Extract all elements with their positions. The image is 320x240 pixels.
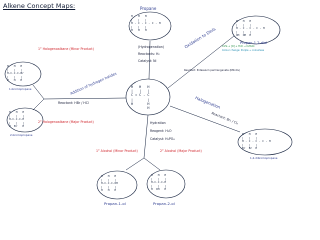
major-halogenoalkane-label: 2° Halogenoalkane (Major Product) [38,120,94,124]
oxidation-colour-change: Colour change: Purple → colourless [222,49,264,52]
oxidation-equation: C₃H₆ + [O] + H₂O → C₃H₈O₂ [222,45,255,48]
hydration-label: Hydration [150,121,166,125]
edge-hydrogen-halides [44,98,126,99]
bromopropane-1-formula: H H H | | | H-C-C-C-Br | | | H H H [7,64,24,82]
propane-name: Propane [140,6,157,11]
bromopropane-2-formula: H H H | | | H-C-C-C-H | | | H Br H [9,110,25,128]
hydrogenation-label: (Hydrogenation) [138,45,165,49]
propan-1-ol-formula: H H H | | | H-C-C-C-OH | | | H H H [101,174,118,193]
bromopropane-2-name: 2-bromopropane [10,133,33,137]
edge-hydration-branch-right [144,158,160,170]
edge-hydration [144,115,148,158]
hydrogen-halides-label: Addition of hydrogen halides [69,71,118,96]
hydrogenation-reactant: Reactants: H₂ [138,52,160,56]
propan-1-ol-name: Propan-1-ol [104,201,126,206]
oxidation-reactant: Reactant: Potassium permanganate (KMnO₄) [184,69,240,72]
minor-alcohol-label: 1° Alcohol (Minor Product) [96,149,138,153]
center-formula: H H H | | | C = C - C | | H H H [131,85,150,111]
minor-halogenoalkane-label: 1° Halogenoalkane (Minor Product) [38,47,94,51]
propan-12-diol-formula: H H H | | | H - C - C - C - H | | | OH OH H [236,19,265,38]
page-title: Alkene Concept Maps: [3,2,76,10]
edge-halides-branch-up [33,85,44,99]
major-alcohol-label: 2° Alcohol (Major Product) [160,149,202,153]
edge-hydration-branch-left [126,158,144,170]
hydration-reagent: Reagent: H₂O [150,129,172,133]
edge-halides-branch-down [33,99,44,110]
hydrogen-halides-reactant: Reactant: HBr / HCl [58,101,89,105]
edge-oxidation [168,36,234,88]
hydrogenation-catalyst: Catalyst: Ni [138,59,157,63]
dibromopropane-formula: H H H | | | H - C - C - C - H | | | Br Br H [242,132,271,151]
halogenation-label: Halogenation [194,95,222,110]
dibromopropane-name: 1,2-dibromopropane [250,156,278,160]
bromopropane-1-name: 1-bromopropane [9,87,32,91]
propan-12-diol-name: Propan-1,2-diol [240,41,268,45]
oxidation-label: Oxidation to Diols [183,26,217,50]
propane-formula: H H H | | | H - C - C - C - H | | | H H H [131,14,161,33]
propan-2-ol-formula: H H H | | | H-C-C-C-H | | | H OH H [151,173,167,192]
hydration-catalyst: Catalyst: H₃PO₄ [150,137,175,141]
halogenation-reactant: Reactant: Br₂ / Cl₂ [210,111,239,126]
propan-2-ol-name: Propan-2-ol [153,201,175,206]
